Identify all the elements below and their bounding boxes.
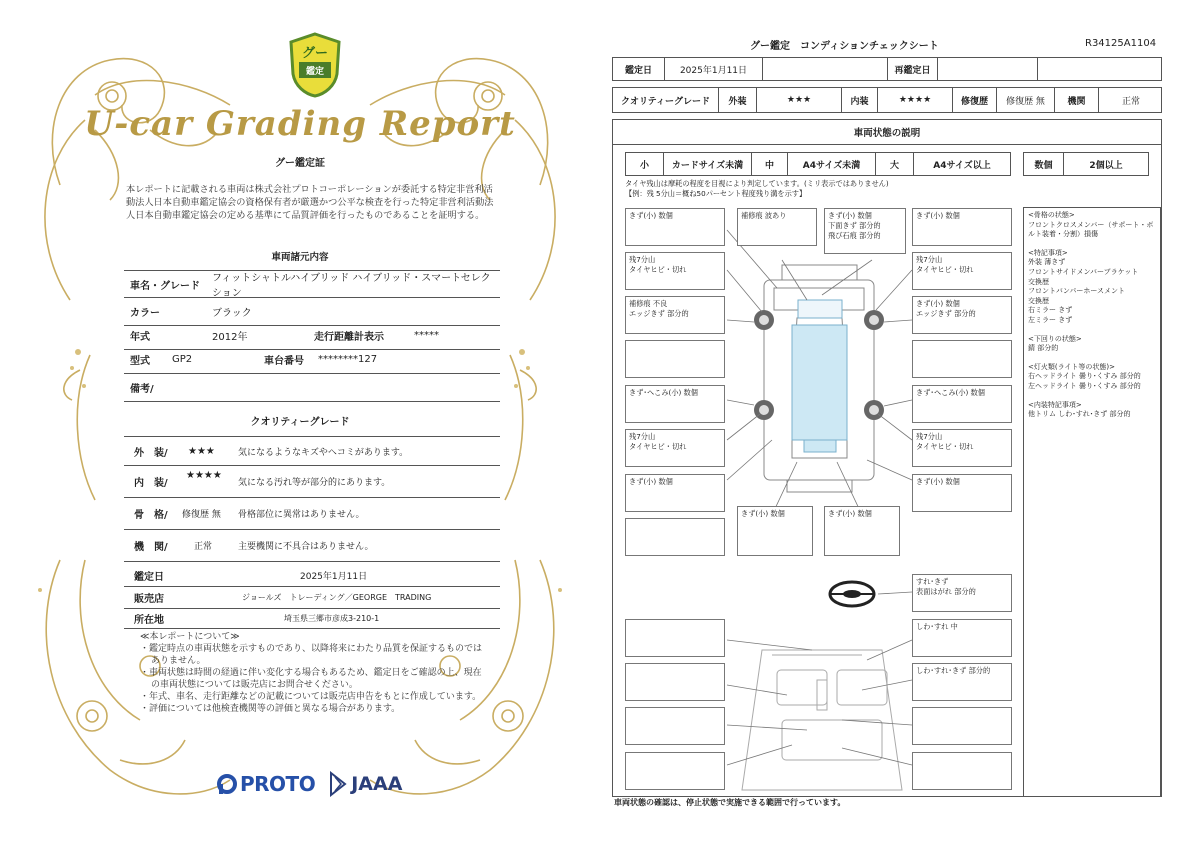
- note-item: ・評価については他検査機関等の評価と異なる場合があります。: [140, 704, 401, 714]
- notes-title: ≪本レポートについて≫: [140, 632, 240, 642]
- tire-note: [625, 179, 889, 199]
- ext-label: 外装: [719, 88, 757, 112]
- size-small-label: 小: [626, 153, 664, 175]
- interior-note-left-4: [625, 752, 725, 790]
- damage-note-left-3: 補修痕 不良 エッジきず 部分的: [625, 296, 725, 334]
- size-large-desc: A4サイズ以上: [933, 160, 991, 171]
- grade-row-interior: [124, 466, 500, 498]
- quality-grade-label: クオリティーグレード: [613, 88, 719, 112]
- jaaa-logo-text: JAAA: [351, 773, 403, 795]
- int-stars: ★★★★: [878, 88, 953, 112]
- damage-note-right-6: きず(小) 数個: [912, 474, 1012, 512]
- chassis-value: ********127: [318, 354, 378, 365]
- size-small-desc: カードサイズ未満: [664, 153, 752, 175]
- dealer-value: ジョールズ トレーディング／GEORGE TRADING: [242, 593, 432, 602]
- side-note: 交換歴: [1028, 296, 1049, 305]
- spec-row-model: [124, 270, 500, 298]
- damage-note-right-4: きず･へこみ(小) 数個: [912, 385, 1012, 423]
- side-note: 右ヘッドライト 曇り･くすみ 部分的: [1028, 372, 1141, 381]
- model-grade-label: 車名・グレード: [130, 280, 200, 292]
- address-label: 所在地: [134, 615, 164, 626]
- report-script-title: U-car Grading Report: [84, 104, 516, 144]
- repair-label: 修復歴: [953, 88, 997, 112]
- chassis-label: 車台番号: [264, 356, 304, 367]
- int-label: 内装: [842, 88, 878, 112]
- date-value: 2025年1月11日: [300, 572, 368, 582]
- side-note: フロントクロスメンバー（サポート・ボルト装着・分割）損傷: [1028, 220, 1154, 239]
- side-note: 左ヘッドライト 曇り･くすみ 部分的: [1028, 381, 1141, 390]
- size-legend: [625, 152, 1011, 176]
- note-item: ・車両状態は時間の経過に伴い変化する場合もあるため、鑑定日をご確認の上、現在の車両状態については販売店にお問合せください。: [140, 668, 482, 690]
- damage-note-right-3: [912, 340, 1012, 378]
- interior-note-right-3: [912, 707, 1012, 745]
- side-note: フロントサイドメンバーブラケット: [1028, 267, 1139, 276]
- address-value: 埼玉県三郷市彦成3-210-1: [284, 614, 380, 623]
- frame-desc: 骨格部位に異常はありません。: [238, 510, 365, 520]
- sheet-footer-note: 車両状態の確認は、停止状態で実施できる範囲で行っています。: [614, 798, 846, 807]
- proto-logo: [216, 772, 315, 796]
- damage-note-bottom-2: きず(小) 数個: [824, 506, 900, 556]
- side-note: 外装 薄きず: [1028, 258, 1066, 267]
- side-note: 交換歴: [1028, 277, 1049, 286]
- model-code-value: GP2: [172, 354, 193, 365]
- sheet-number: R34125A1104: [1085, 38, 1157, 49]
- frame-label: 骨 格/: [134, 510, 168, 521]
- grade-row-frame: [124, 498, 500, 530]
- count-desc: 2個以上: [1089, 160, 1123, 171]
- year-label: 年式: [130, 332, 150, 343]
- side-note-gap: [1028, 240, 1156, 249]
- proto-mark-icon: [216, 773, 238, 795]
- footer-logos: [216, 768, 402, 800]
- quality-grade-table: [612, 87, 1162, 113]
- size-large-label: 大: [876, 153, 914, 175]
- side-note: <下回りの状態>: [1028, 334, 1082, 343]
- shield-icon: [287, 32, 343, 98]
- damage-note-top-1: 補修痕 波あり: [737, 208, 817, 246]
- mileage-value: *****: [414, 330, 439, 341]
- damage-note-right-5: 残7分山 タイヤヒビ・切れ: [912, 429, 1012, 467]
- notes-list: [140, 643, 490, 715]
- interior-note-left-2: [625, 663, 725, 701]
- damage-note-top-2: きず(小) 数個 下面きず 部分的 飛び石痕 部分的: [824, 208, 906, 254]
- side-note: 他トリム しわ･すれ･きず 部分的: [1028, 410, 1131, 419]
- sheet-title: グー鑑定 コンディションチェックシート: [750, 41, 939, 52]
- model-code-label: 型式: [130, 356, 150, 367]
- damage-note-right-2: きず(小) 数個 エッジきず 部分的: [912, 296, 1012, 334]
- date-blank-cell-2: [1038, 58, 1163, 80]
- damage-note-bottom-1: きず(小) 数個: [737, 506, 813, 556]
- damage-note-left-1: きず(小) 数個: [625, 208, 725, 246]
- side-note: <灯火類(ライト等の状態)>: [1028, 362, 1115, 371]
- damage-note-right-1: 残7分山 タイヤヒビ・切れ: [912, 252, 1012, 290]
- side-note: 左ミラー きず: [1028, 315, 1073, 324]
- jaaa-mark-icon: [329, 771, 347, 797]
- side-note: 錆 部分的: [1028, 344, 1059, 353]
- quality-grade-title: クオリティーグレード: [250, 417, 350, 428]
- info-row-address: [124, 609, 500, 629]
- note-item: ・年式、車名、走行距離などの記載については販売店申告をもとに作成しています。: [140, 692, 482, 702]
- frame-value: 修復歴 無: [182, 510, 221, 520]
- side-note: <骨格の状態>: [1028, 211, 1075, 219]
- date-label: 鑑定日: [134, 572, 164, 583]
- engine-value-sheet: 正常: [1121, 96, 1140, 107]
- svg-text:鑑定: 鑑定: [305, 67, 325, 77]
- year-value: 2012年: [212, 332, 248, 343]
- appraisal-date-label: 鑑定日: [613, 58, 665, 80]
- date-table: [612, 57, 1162, 81]
- interior-note-right-2: しわ･すれ･きず 部分的: [912, 663, 1012, 701]
- date-blank-cell: [763, 58, 888, 80]
- interior-note-left-1: [625, 619, 725, 657]
- svg-text:グー: グー: [301, 46, 329, 61]
- engine-label-sheet: 機関: [1055, 88, 1099, 112]
- engine-label: 機 関/: [134, 542, 168, 553]
- spec-row-model-code: [124, 346, 500, 374]
- proto-logo-text: PROTO: [240, 772, 316, 796]
- damage-note-left-4: [625, 340, 725, 378]
- count-legend: [1023, 152, 1149, 176]
- side-note: <内装特記事項>: [1028, 400, 1082, 409]
- ext-stars: ★★★: [757, 88, 842, 112]
- side-note: <特記事項>: [1028, 248, 1068, 257]
- interior-label: 内 装/: [134, 478, 168, 489]
- size-mid-label: 中: [752, 153, 788, 175]
- certificate-intro: 本レポートに記載される車両は株式会社プロトコーポレーションが委託する特定非営利活動法人日本自動車鑑定協会の資格保有者が厳選かつ公平な検査を行った特定非営利活動法人日本自動車鑑定協会の定める基準にて品質評価を行ったものであることを証明する。: [126, 184, 494, 221]
- model-grade-value: フィットシャトルハイブリッド ハイブリッド・スマートセレクション: [212, 273, 491, 299]
- damage-note-left-8: [625, 518, 725, 556]
- jaaa-logo: [329, 771, 402, 797]
- interior-note-right-1: しわ･すれ 中: [912, 619, 1012, 657]
- exterior-label: 外 装/: [134, 447, 168, 459]
- engine-desc: 主要機関に不具合はありません。: [238, 542, 374, 552]
- special-notes-column: [1023, 207, 1161, 797]
- certificate-title: グー鑑定証: [275, 158, 325, 169]
- damage-note-left-5: きず･へこみ(小) 数個: [625, 385, 725, 423]
- info-row-dealer: [124, 587, 500, 609]
- steering-wheel-icon: [830, 582, 874, 606]
- condition-title: 車両状態の説明: [612, 119, 1162, 145]
- interior-stars: ★★★★: [186, 470, 222, 481]
- tire-note-line-1: タイヤ残山は摩耗の程度を目視により判定しています。(ミリ表示ではありません): [625, 179, 889, 188]
- side-note: フロントバンパーホースメント: [1028, 287, 1126, 296]
- interior-note-right-4: [912, 752, 1012, 790]
- side-note-gap: [1028, 392, 1156, 401]
- damage-note-left-7: きず(小) 数個: [625, 474, 725, 512]
- grade-row-exterior: [124, 436, 500, 466]
- interior-desc: 気になる汚れ等が部分的にあります。: [238, 478, 391, 488]
- damage-note-left-2: 残7分山 タイヤヒビ・切れ: [625, 252, 725, 290]
- repair-value: 修復歴 無: [997, 88, 1055, 112]
- info-row-date: [124, 565, 500, 587]
- side-note-gap: [1028, 354, 1156, 363]
- size-mid-desc: A4サイズ未満: [788, 153, 876, 175]
- condition-check-sheet: [600, 0, 1200, 848]
- count-label: 数個: [1024, 153, 1064, 175]
- appraisal-date-value: 2025年1月11日: [665, 58, 763, 80]
- color-value: ブラック: [212, 308, 252, 319]
- goo-appraisal-badge: [287, 32, 343, 98]
- reinspect-date-label: 再鑑定日: [888, 58, 938, 80]
- dealer-label: 販売店: [134, 594, 164, 605]
- damage-note-left-6: 残7分山 タイヤヒビ・切れ: [625, 429, 725, 467]
- spec-row-remarks: [124, 374, 500, 402]
- interior-note-left-3: [625, 707, 725, 745]
- reinspect-date-value: [938, 58, 1038, 80]
- mileage-label: 走行距離計表示: [314, 332, 384, 343]
- steering-note: すれ･きず 表面はがれ 部分的: [912, 574, 1012, 612]
- note-item: ・鑑定時点の車両状態を示すものであり、以降将来にわたり品質を保証するものではありません。: [140, 644, 483, 666]
- engine-value: 正常: [194, 542, 213, 552]
- damage-note-top-3: きず(小) 数個: [912, 208, 1012, 246]
- tire-note-line-2: 【例：残 5分山＝概ね50パーセント程度残り溝を示す】: [625, 189, 807, 198]
- exterior-desc: 気になるようなキズやヘコミがあります。: [238, 447, 409, 458]
- color-label: カラー: [130, 308, 160, 319]
- spec-section-title: 車両諸元内容: [271, 252, 329, 263]
- report-notes: [140, 631, 490, 715]
- remarks-label: 備考/: [130, 384, 154, 395]
- side-note-gap: [1028, 326, 1156, 335]
- side-note: 右ミラー きず: [1028, 306, 1073, 315]
- exterior-stars: ★★★: [188, 445, 215, 457]
- grade-row-engine: [124, 530, 500, 562]
